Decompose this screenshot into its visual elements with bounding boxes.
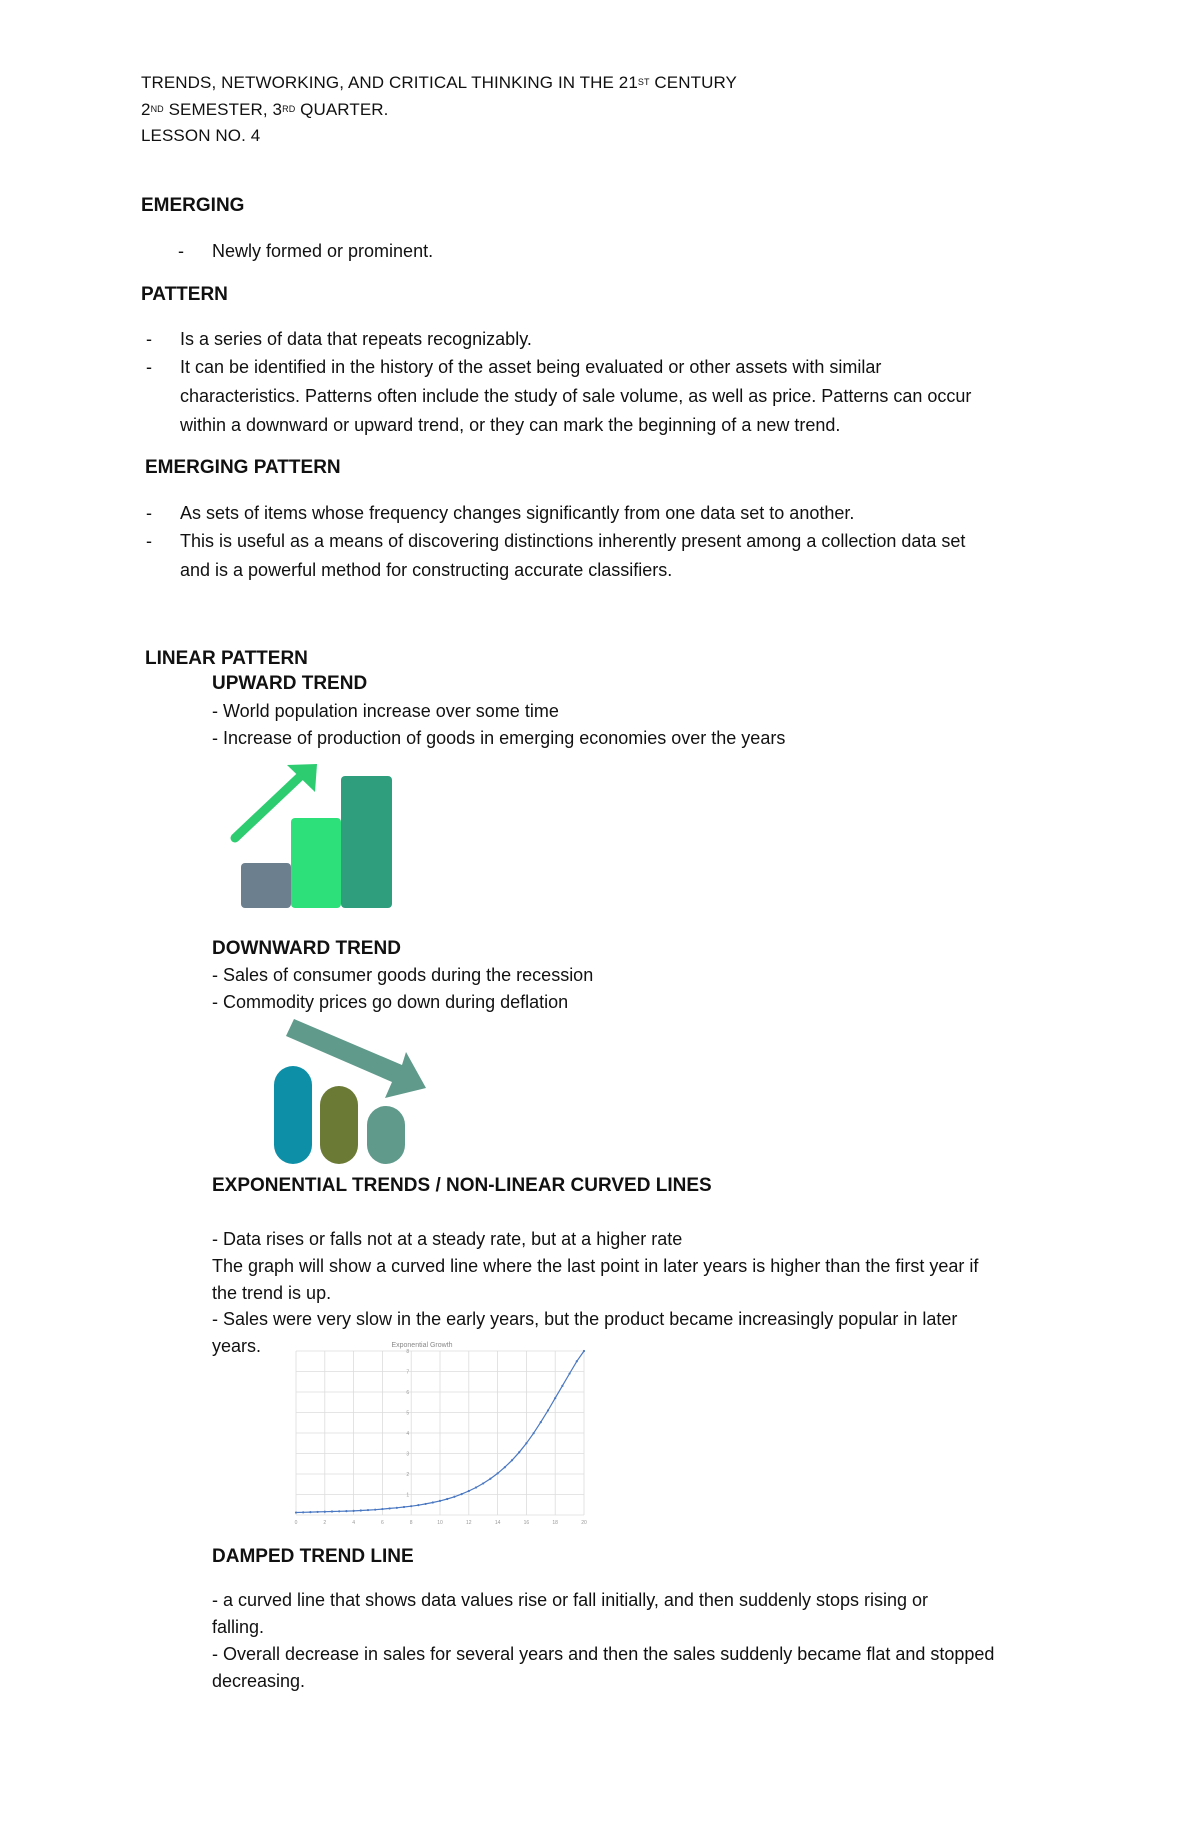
- pattern-item: Is a series of data that repeats recognizably.: [180, 329, 532, 349]
- chart-x-tick-label: 20: [581, 1520, 587, 1526]
- emerging-pattern-item: As sets of items whose frequency changes significantly from one data set to another.: [180, 503, 855, 523]
- chart-data-point: [569, 1372, 571, 1374]
- emerging-item: Newly formed or prominent.: [212, 241, 434, 261]
- exponential-line: the trend is up.: [212, 1283, 332, 1303]
- header-line2-a: 2: [141, 100, 151, 119]
- chart-data-point: [381, 1508, 383, 1510]
- chart-data-point: [576, 1360, 578, 1362]
- upward-item: - Increase of production of goods in emerging economies over the years: [212, 728, 786, 748]
- exponential-line: - Sales were very slow in the early years, but the product became increasingly popular in later: [212, 1309, 958, 1329]
- document-header-line1: [141, 73, 737, 93]
- chart-data-point: [302, 1511, 304, 1513]
- chart-data-point: [389, 1507, 391, 1509]
- chart-data-point: [425, 1503, 427, 1505]
- chart-data-point: [396, 1507, 398, 1509]
- chart-data-point: [533, 1432, 535, 1434]
- bullet-dash: -: [146, 503, 152, 523]
- pattern-item-continued: within a downward or upward trend, or they can mark the beginning of a new trend.: [180, 415, 841, 435]
- chart-x-tick-label: 0: [294, 1520, 298, 1526]
- chart-tick-labels: [295, 1349, 587, 1526]
- chart-y-tick-label: 7: [406, 1369, 410, 1376]
- chart-data-point: [374, 1509, 376, 1511]
- chart-data-point: [554, 1397, 556, 1399]
- bullet-dash: -: [146, 329, 152, 349]
- chart-data-point: [295, 1511, 297, 1513]
- chart-y-tick-label: 3: [406, 1451, 410, 1458]
- downward-pill-tall: [274, 1066, 312, 1164]
- section-title-damped: DAMPED TREND LINE: [212, 1546, 414, 1567]
- header-line2-sup2: RD: [282, 104, 296, 114]
- upward-bar-tall: [341, 776, 392, 908]
- chart-data-point: [540, 1421, 542, 1423]
- chart-data-point: [583, 1350, 585, 1352]
- header-line2-c: QUARTER.: [295, 100, 389, 119]
- header-line1-sup: ST: [637, 77, 650, 87]
- chart-x-tick-label: 8: [409, 1520, 413, 1526]
- chart-data-point: [360, 1509, 362, 1511]
- header-line1-end: CENTURY: [649, 73, 737, 92]
- chart-data-point: [432, 1501, 434, 1503]
- downward-item: - Commodity prices go down during deflation: [212, 992, 569, 1012]
- chart-data-point: [353, 1510, 355, 1512]
- pattern-item: It can be identified in the history of the asset being evaluated or other assets with similar: [180, 357, 882, 377]
- chart-data-point: [338, 1510, 340, 1512]
- chart-y-tick-label: 8: [406, 1349, 410, 1355]
- exponential-growth-chart: [290, 1337, 590, 1527]
- section-title-linear-pattern: LINEAR PATTERN: [145, 648, 308, 669]
- chart-data-point: [309, 1511, 311, 1513]
- chart-data-point: [417, 1504, 419, 1506]
- chart-y-tick-label: 4: [406, 1431, 410, 1437]
- section-title-pattern: PATTERN: [141, 284, 228, 305]
- downward-pill-short: [367, 1106, 405, 1164]
- chart-data-point: [461, 1493, 463, 1495]
- chart-gridlines: [296, 1351, 584, 1515]
- chart-data-point: [446, 1498, 448, 1500]
- chart-data-point: [482, 1482, 484, 1484]
- chart-x-tick-label: 14: [494, 1520, 501, 1526]
- damped-line: - Overall decrease in sales for several years and then the sales suddenly became flat and stopped: [212, 1644, 995, 1664]
- downward-item: - Sales of consumer goods during the recession: [212, 965, 594, 985]
- chart-data-point: [367, 1509, 369, 1511]
- upward-item: - World population increase over some time: [212, 701, 559, 721]
- chart-data-point: [345, 1510, 347, 1512]
- emerging-pattern-item: This is useful as a means of discovering distinctions inherently present among a collection data set: [180, 531, 966, 551]
- bullet-dash: -: [178, 241, 184, 261]
- upward-bar-short: [241, 863, 291, 908]
- chart-y-tick-label: 5: [406, 1410, 410, 1417]
- bullet-dash: -: [146, 357, 152, 377]
- document-header-line3: LESSON NO. 4: [141, 126, 261, 145]
- exponential-line: The graph will show a curved line where the last point in later years is higher than the first year if: [212, 1256, 979, 1276]
- chart-data-point: [468, 1490, 470, 1492]
- emerging-pattern-item-continued: and is a powerful method for constructing accurate classifiers.: [180, 560, 673, 580]
- chart-data-point: [403, 1506, 405, 1508]
- chart-y-tick-label: 6: [406, 1390, 410, 1396]
- downward-pill-medium: [320, 1086, 358, 1164]
- header-line2-b: SEMESTER, 3: [163, 100, 283, 119]
- bullet-dash: -: [146, 531, 152, 551]
- damped-line: decreasing.: [212, 1671, 306, 1691]
- exponential-line: years.: [212, 1336, 262, 1356]
- header-line1-text: TRENDS, NETWORKING, AND CRITICAL THINKING IN THE 21: [141, 73, 638, 92]
- chart-data-point: [410, 1505, 412, 1507]
- chart-y-tick-label: 2: [406, 1472, 410, 1478]
- section-title-emerging: EMERGING: [141, 195, 245, 216]
- damped-line: falling.: [212, 1617, 265, 1637]
- downward-trend-illustration: [268, 1010, 438, 1168]
- document-header-line2: [141, 100, 388, 120]
- chart-title: Exponential Growth: [391, 1342, 453, 1349]
- chart-data-point: [518, 1451, 520, 1453]
- chart-data-point: [317, 1511, 319, 1513]
- chart-data-point: [331, 1510, 333, 1512]
- section-title-exponential: EXPONENTIAL TRENDS / NON-LINEAR CURVED LINES: [212, 1175, 712, 1196]
- subsection-title-upward-trend: UPWARD TREND: [212, 673, 368, 694]
- exponential-line: - Data rises or falls not at a steady rate, but at a higher rate: [212, 1229, 683, 1249]
- chart-data-point: [489, 1478, 491, 1480]
- section-title-emerging-pattern: EMERGING PATTERN: [145, 457, 341, 478]
- chart-x-tick-label: 2: [323, 1520, 327, 1526]
- chart-data-point: [504, 1466, 506, 1468]
- chart-x-tick-label: 10: [437, 1520, 443, 1526]
- chart-x-tick-label: 12: [466, 1520, 472, 1526]
- chart-data-point: [547, 1409, 549, 1411]
- chart-y-tick-label: 1: [406, 1492, 410, 1499]
- chart-x-tick-label: 16: [523, 1520, 530, 1526]
- chart-data-point: [561, 1385, 563, 1387]
- chart-data-point: [439, 1500, 441, 1502]
- chart-x-tick-label: 6: [381, 1520, 384, 1526]
- chart-data-point: [525, 1442, 527, 1444]
- chart-x-tick-label: 4: [352, 1520, 355, 1526]
- subsection-title-downward-trend: DOWNWARD TREND: [212, 938, 401, 959]
- upward-bar-medium: [291, 818, 341, 908]
- chart-data-point: [511, 1459, 513, 1461]
- chart-x-tick-label: 18: [552, 1520, 558, 1526]
- upward-trend-illustration: [225, 760, 400, 912]
- damped-line: - a curved line that shows data values rise or fall initially, and then suddenly stops rising or: [212, 1590, 929, 1610]
- header-line2-sup1: ND: [150, 104, 164, 114]
- chart-data-point: [324, 1511, 326, 1513]
- chart-data-point: [497, 1472, 499, 1474]
- chart-data-point: [475, 1486, 477, 1488]
- pattern-item-continued: characteristics. Patterns often include the study of sale volume, as well as price. Patterns can occur: [180, 386, 972, 406]
- chart-data-point: [453, 1496, 455, 1498]
